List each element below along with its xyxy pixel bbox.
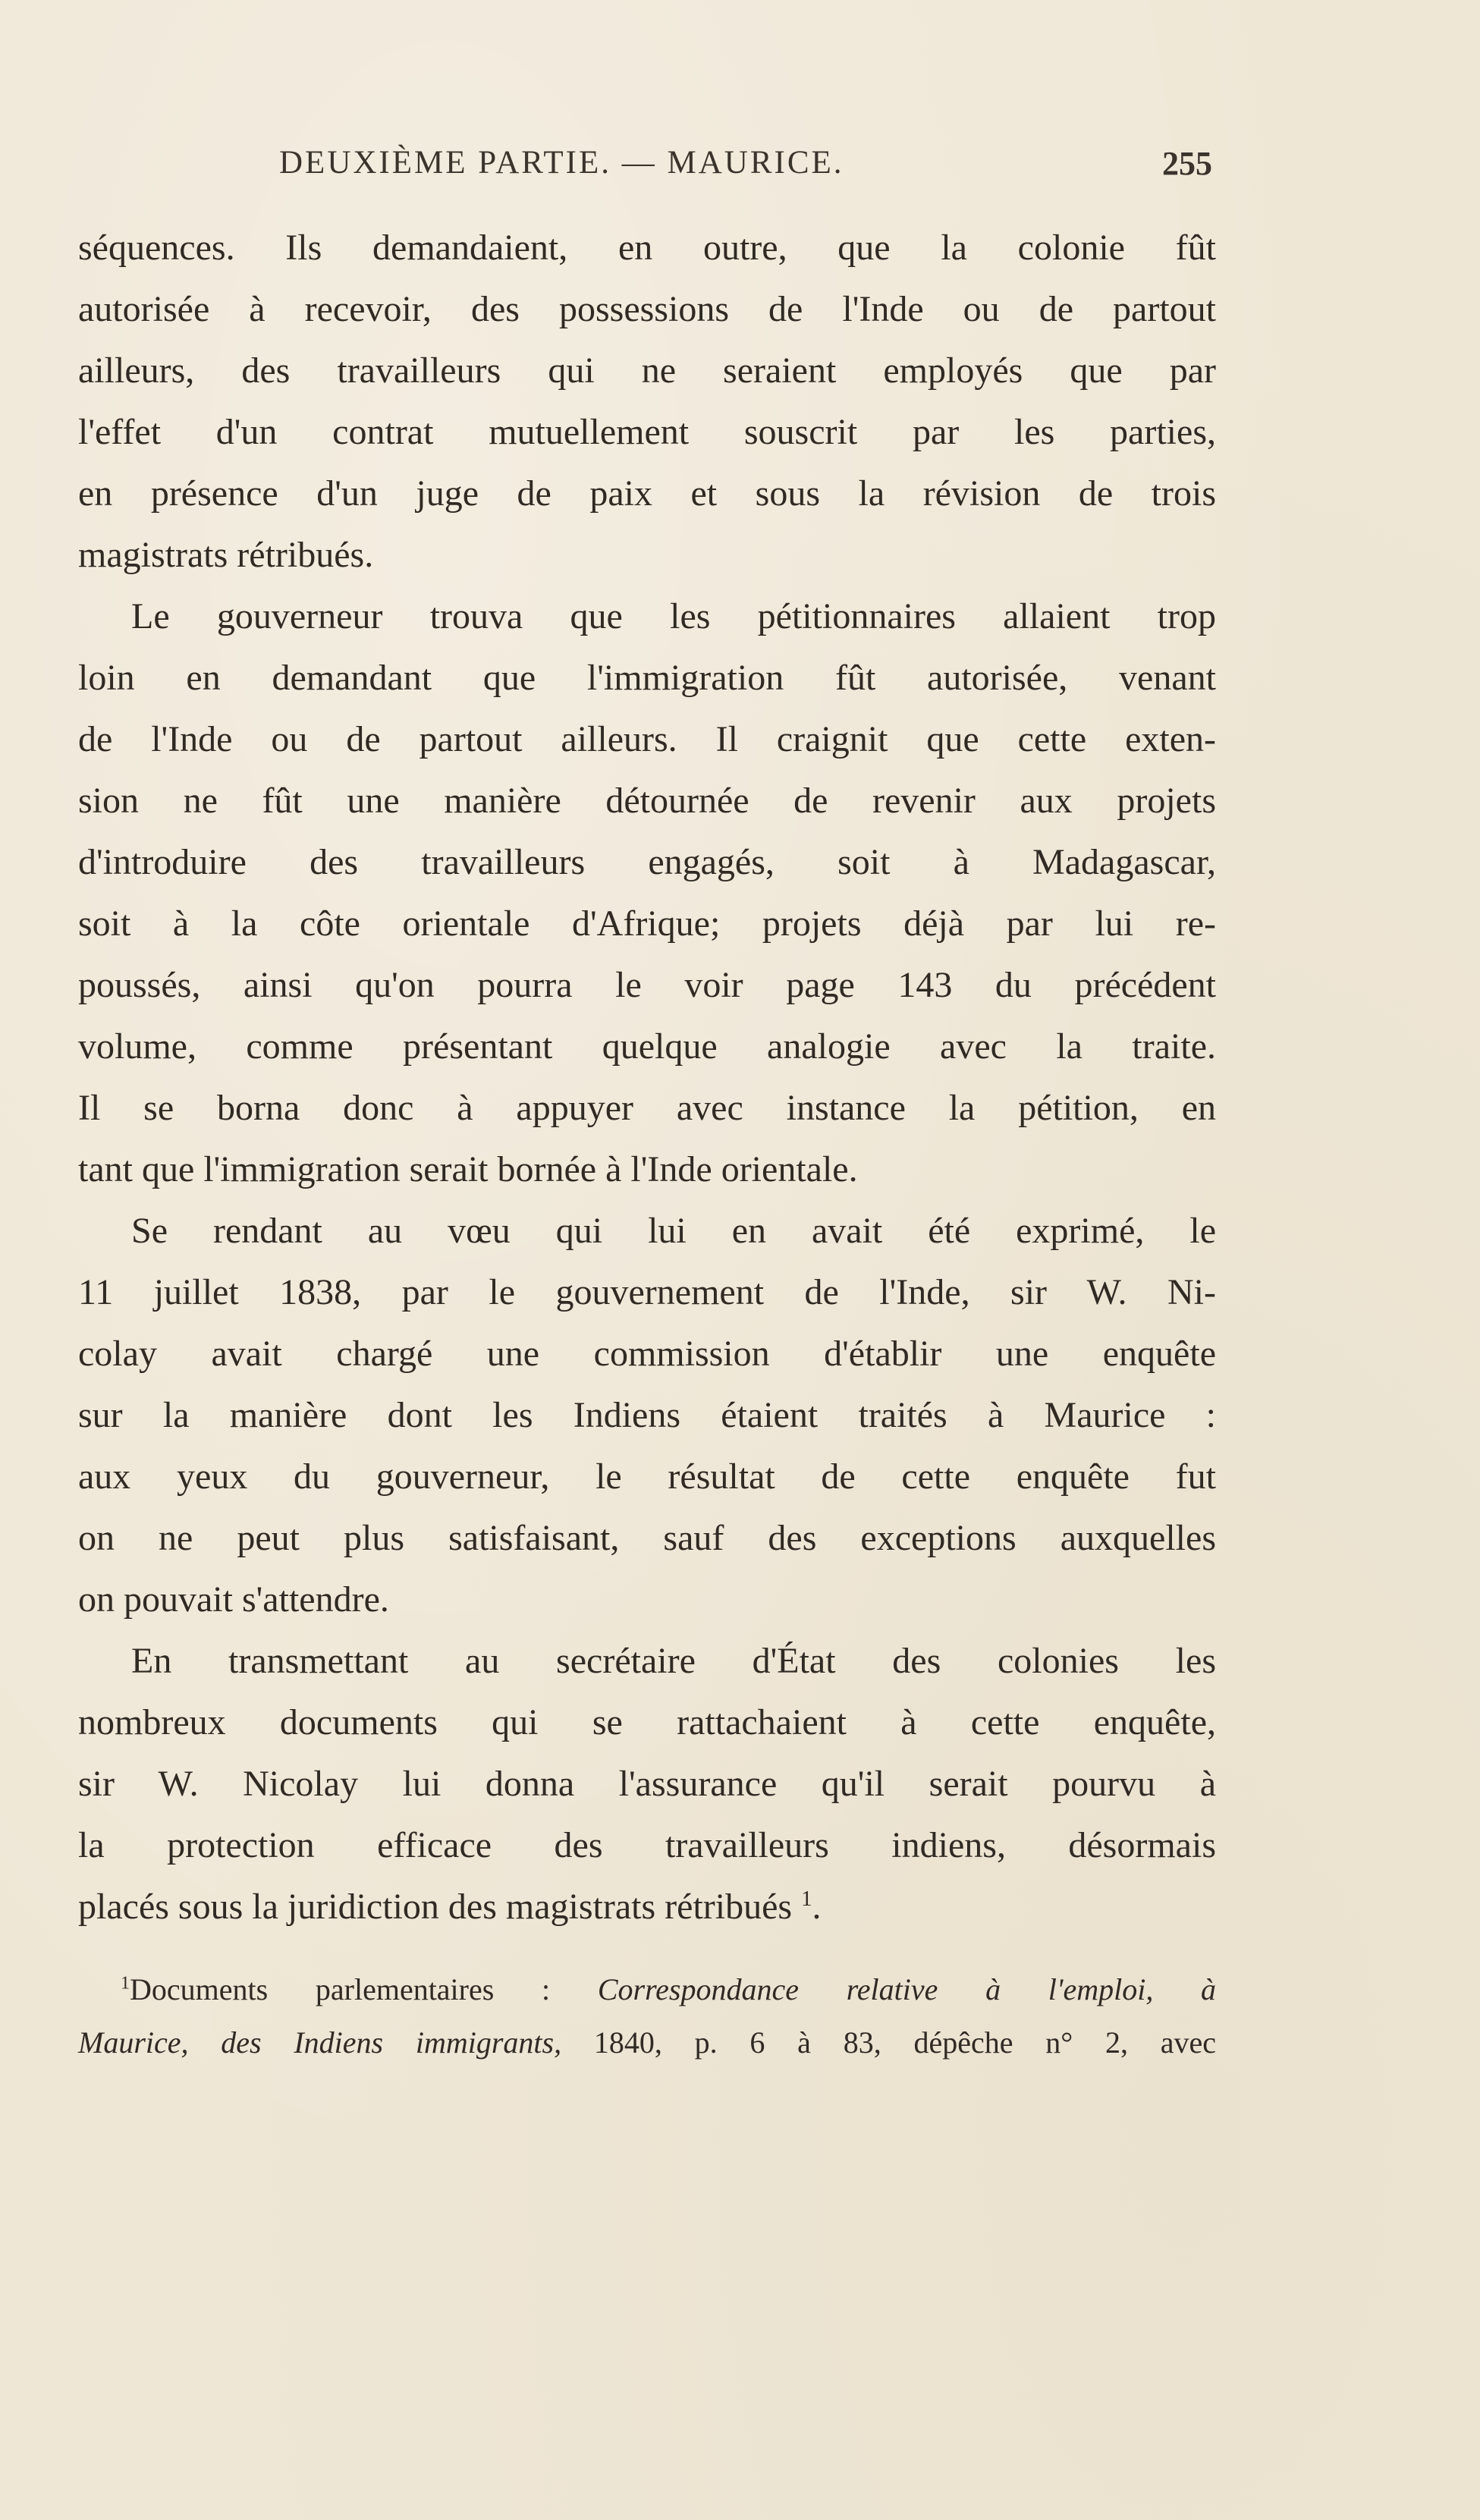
text-line: l'effet d'un contrat mutuellement souscrit par les parties, bbox=[78, 412, 1216, 452]
text-line: volume, comme présentant quelque analogie avec la traite. bbox=[78, 1026, 1216, 1067]
footnote-title: Correspondance relative à l'emploi, à bbox=[597, 1972, 1217, 2006]
footnote-line bbox=[78, 1963, 1216, 2016]
body-text bbox=[78, 217, 1216, 1937]
text-line: 11 juillet 1838, par le gouvernement de l'Inde, sir W. Ni- bbox=[78, 1272, 1216, 1312]
text-line: loin en demandant que l'immigration fût autorisée, venant bbox=[78, 658, 1216, 698]
text-line: soit à la côte orientale d'Afrique; projets déjà par lui re- bbox=[78, 903, 1216, 944]
footnote-citation: 1840, p. 6 à 83, dépêche n° 2, avec bbox=[593, 2025, 1217, 2060]
text-line: sion ne fût une manière détournée de revenir aux projets bbox=[78, 781, 1216, 821]
text-line: de l'Inde ou de partout ailleurs. Il craignit que cette exten- bbox=[78, 719, 1216, 759]
text-line: en présence d'un juge de paix et sous la révision de trois bbox=[78, 473, 1216, 514]
text-line: aux yeux du gouverneur, le résultat de cette enquête fut bbox=[78, 1456, 1216, 1497]
footnotes bbox=[78, 1963, 1216, 2069]
text-line: sir W. Nicolay lui donna l'assurance qu'il serait pourvu à bbox=[78, 1764, 1216, 1804]
footnote-source: Documents parlementaires : bbox=[130, 1972, 551, 2006]
footnote-title-cont: Maurice, des Indiens immigrants, bbox=[78, 2025, 562, 2060]
text-line: placés sous la juridiction des magistrats rétribués bbox=[78, 1887, 793, 1927]
paragraph-4 bbox=[78, 1630, 1216, 1937]
page-number: 255 bbox=[1162, 145, 1212, 182]
footnote-line bbox=[78, 2016, 1216, 2069]
text-line: on ne peut plus satisfaisant, sauf des exceptions auxquelles bbox=[78, 1518, 1216, 1558]
footnote-marker: 1 bbox=[121, 1973, 130, 1994]
running-head bbox=[279, 144, 1220, 197]
paragraph-2 bbox=[78, 586, 1216, 1200]
text-line-with-note: placés sous la juridiction des magistrats rétribués $^1$. bbox=[78, 1887, 822, 1927]
text-line: la protection efficace des travailleurs indiens, désormais bbox=[78, 1825, 1216, 1865]
paragraph-1 bbox=[78, 217, 1216, 586]
text-line: tant que l'immigration serait bornée à l'Inde orientale. bbox=[78, 1149, 858, 1189]
text-line: autorisée à recevoir, des possessions de l'Inde ou de partout bbox=[78, 289, 1216, 329]
text-line: séquences. Ils demandaient, en outre, que la colonie fût bbox=[78, 228, 1216, 268]
paragraph-3 bbox=[78, 1200, 1216, 1630]
footnote-reference[interactable]: 1 bbox=[801, 1887, 812, 1911]
text-line: En transmettant au secrétaire d'État des colonies les bbox=[131, 1641, 1216, 1681]
text-line: Se rendant au vœu qui lui en avait été exprimé, le bbox=[131, 1211, 1216, 1251]
text-line: sur la manière dont les Indiens étaient traités à Maurice : bbox=[78, 1395, 1216, 1435]
text-line: poussés, ainsi qu'on pourra le voir page 143 du précédent bbox=[78, 965, 1216, 1005]
text-line: colay avait chargé une commission d'établir une enquête bbox=[78, 1334, 1216, 1374]
text-line: on pouvait s'attendre. bbox=[78, 1579, 389, 1620]
running-head-title: DEUXIÈME PARTIE. — MAURICE. bbox=[279, 145, 844, 181]
text-line: ailleurs, des travailleurs qui ne seraient employés que par bbox=[78, 350, 1216, 391]
text-line: Le gouverneur trouva que les pétitionnaires allaient trop bbox=[131, 596, 1216, 636]
text-line: Il se borna donc à appuyer avec instance la pétition, en bbox=[78, 1088, 1216, 1128]
text-line: d'introduire des travailleurs engagés, soit à Madagascar, bbox=[78, 842, 1216, 882]
text-line: nombreux documents qui se rattachaient à cette enquête, bbox=[78, 1702, 1216, 1742]
text-line: magistrats rétribués. bbox=[78, 535, 374, 575]
